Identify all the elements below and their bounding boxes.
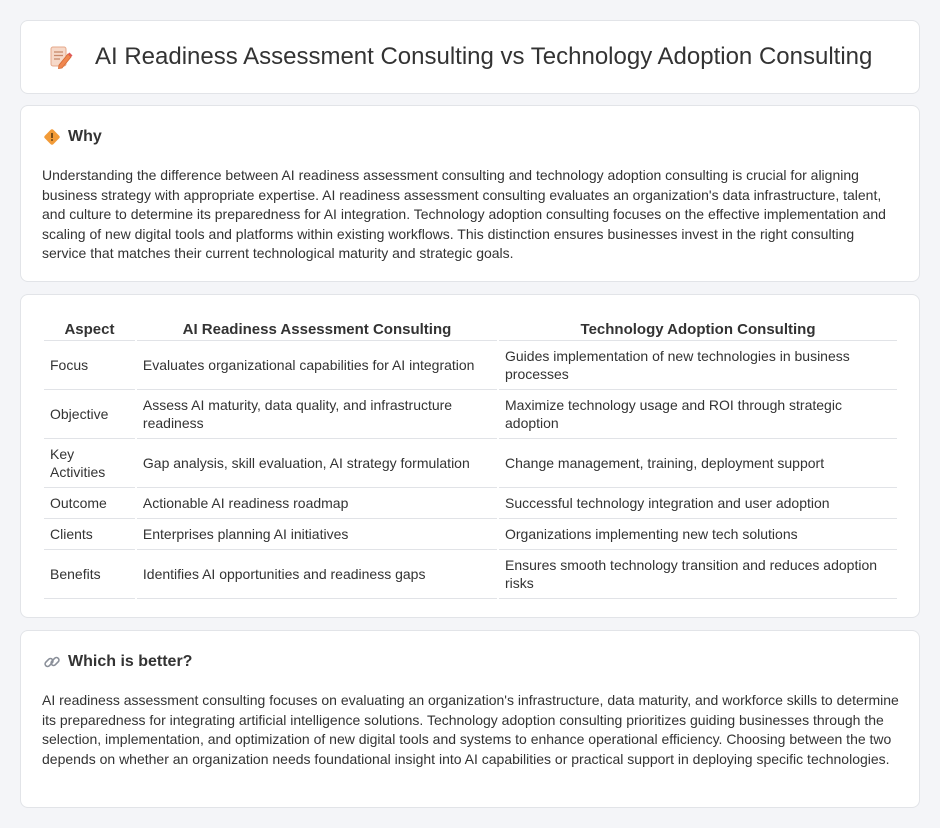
comparison-table [42,315,899,599]
ai-readiness-cell: Identifies AI opportunities and readiness gaps [137,550,497,599]
aspect-cell: Focus [44,341,135,390]
table-row [44,488,897,519]
why-heading [43,128,102,146]
document-edit-icon [47,44,73,70]
title-row [47,43,872,71]
technology-adoption-cell: Organizations implementing new tech solutions [499,519,897,550]
which-is-better-section [20,630,920,808]
title-card [20,20,920,94]
aspect-cell: Outcome [44,488,135,519]
table-row [44,550,897,599]
ai-readiness-cell: Evaluates organizational capabilities for AI integration [137,341,497,390]
comparison-card [20,294,920,618]
why-body: Understanding the difference between AI readiness assessment consulting and technology adoption consulting is crucial for aligning business strategy with appropriate expertise. AI readiness assessment consulting evaluates an organization's data infrastructure, talent, and culture to determine its preparedness for AI integration. Technology adoption consulting focuses on the effective implementation and scaling of new digital tools and platforms within existing workflows. This distinction ensures businesses invest in the right consulting service that matches their current technological maturity and strategic goals. [42,167,886,261]
aspect-cell: Benefits [44,550,135,599]
better-heading [43,653,192,671]
diamond-sign-icon [43,128,61,146]
column-header-technology-adoption: Technology Adoption Consulting [499,315,897,341]
technology-adoption-cell: Guides implementation of new technologies in business processes [499,341,897,390]
page-title: AI Readiness Assessment Consulting vs Technology Adoption Consulting [95,43,873,70]
aspect-cell: Objective [44,390,135,439]
aspect-cell: Key Activities [44,439,135,488]
technology-adoption-cell: Maximize technology usage and ROI through strategic adoption [499,390,897,439]
better-body: AI readiness assessment consulting focuses on evaluating an organization's infrastructure, data maturity, and workforce skills to determine its preparedness for integrating artificial intelligence solutions. Technology adoption consulting prioritizes guiding businesses through the selection, implementation, and optimization of new digital tools and systems to enhance operational efficiency. Choosing between the two depends on whether an organization needs foundational insight into AI capabilities or practical support in deploying specific technologies. [42,692,899,767]
ai-readiness-cell: Gap analysis, skill evaluation, AI strategy formulation [137,439,497,488]
column-header-ai-readiness: AI Readiness Assessment Consulting [137,315,497,341]
table-header-row [44,315,897,341]
why-title: Why [68,128,102,145]
table-row [44,341,897,390]
why-section [20,105,920,282]
technology-adoption-cell: Change management, training, deployment support [499,439,897,488]
table-row [44,390,897,439]
table-row [44,439,897,488]
technology-adoption-cell: Successful technology integration and user adoption [499,488,897,519]
ai-readiness-cell: Actionable AI readiness roadmap [137,488,497,519]
better-title: Which is better? [68,653,193,670]
technology-adoption-cell: Ensures smooth technology transition and reduces adoption risks [499,550,897,599]
link-icon [43,653,61,671]
ai-readiness-cell: Enterprises planning AI initiatives [137,519,497,550]
ai-readiness-cell: Assess AI maturity, data quality, and infrastructure readiness [137,390,497,439]
column-header-aspect: Aspect [44,315,135,341]
table-row [44,519,897,550]
aspect-cell: Clients [44,519,135,550]
